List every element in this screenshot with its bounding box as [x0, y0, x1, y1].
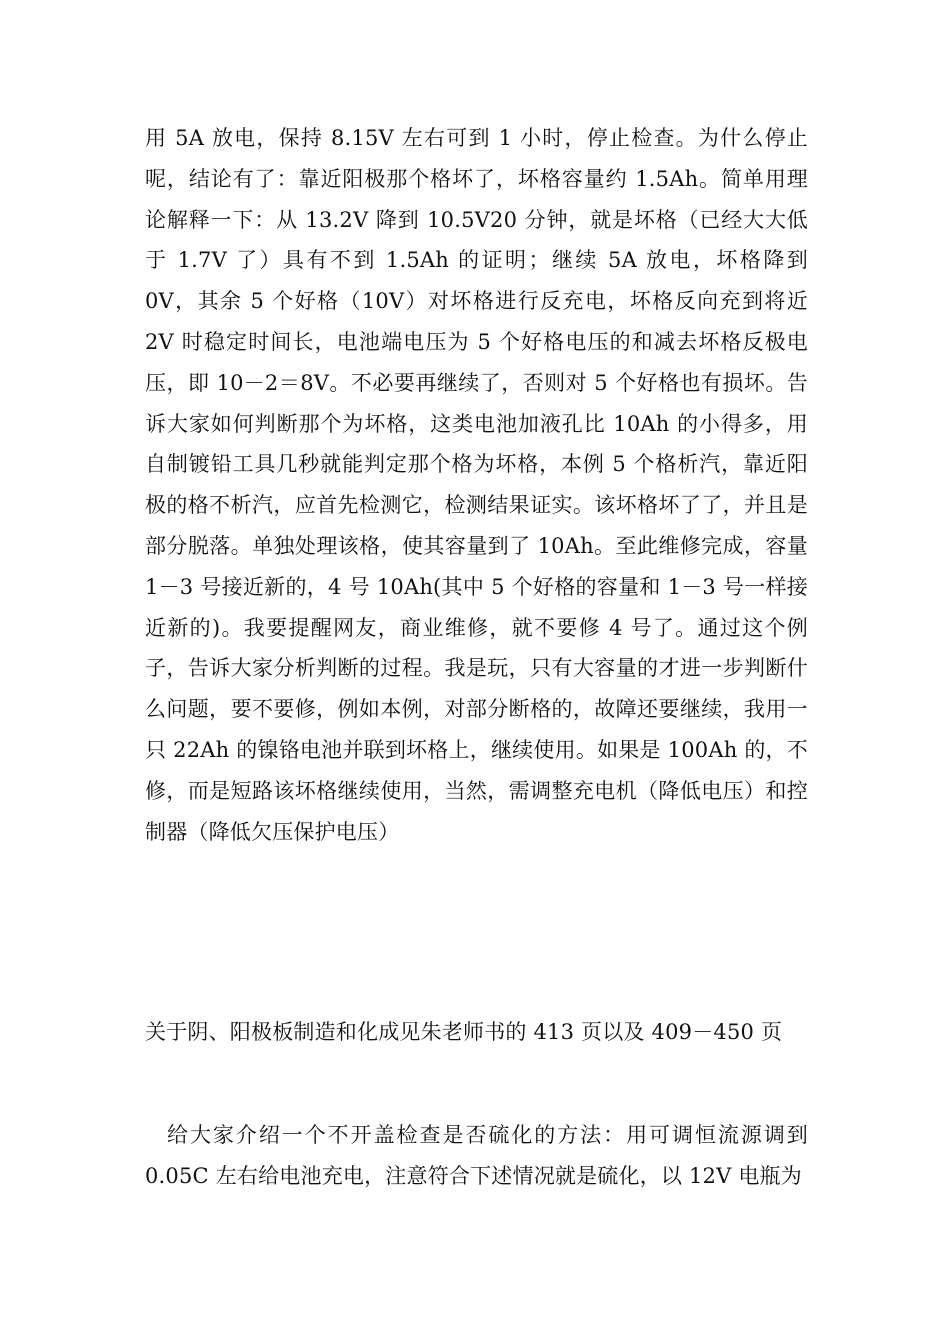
- paragraph-reference: 关于阴、阳极板制造和化成见朱老师书的 413 页以及 409－450 页: [145, 1020, 783, 1044]
- paragraph-battery-repair: 用 5A 放电，保持 8.15V 左右可到 1 小时，停止检查。为什么停止呢，结论有了：靠近阳极那个格坏了，坏格容量约 1.5Ah。简单用理论解释一下：从 13.2V 降到 10.5V20 分钟，就是坏格（已经大大低于 1.7V 了）具有不到 1.5Ah 的证明；继续 5A 放电，坏格降到 0V，其余 5 个好格（10V）对坏格进行反充电，坏格反向充到将近 2V 时稳定时间长，电池端电压为 5 个好格电压的和减去坏格反极电压，即 10－2＝8V。不必要再继续了，否则对 5 个好格也有损坏。告诉大家如何判断那个为坏格，这类电池加液孔比 10Ah 的小得多，用自制镀铅工具几秒就能判定那个格为坏格，本例 5 个格析汽，靠近阳极的格不析汽，应首先检测它，检测结果证实。该坏格坏了了，并且是部分脱落。单独处理该格，使其容量到了 10Ah。至此维修完成，容量 1－3 号接近新的，4 号 10Ah(其中 5 个好格的容量和 1－3 号一样接近新的)。我要提醒网友，商业维修，就不要修 4 号了。通过这个例子，告诉大家分析判断的过程。我是玩，只有大容量的才进一步判断什么问题，要不要修，例如本例，对部分断格的，故障还要继续，我用一只 22Ah 的镍铬电池并联到坏格上，继续使用。如果是 100Ah 的，不修，而是短路该坏格继续使用，当然，需调整充电机（降低电压）和控制器（降低欠压保护电压）: [145, 126, 808, 844]
- paragraph-sulfation-check: 给大家介绍一个不开盖检查是否硫化的方法：用可调恒流源调到 0.05C 左右给电池充电，注意符合下述情况就是硫化，以 12V 电瓶为: [145, 1123, 808, 1188]
